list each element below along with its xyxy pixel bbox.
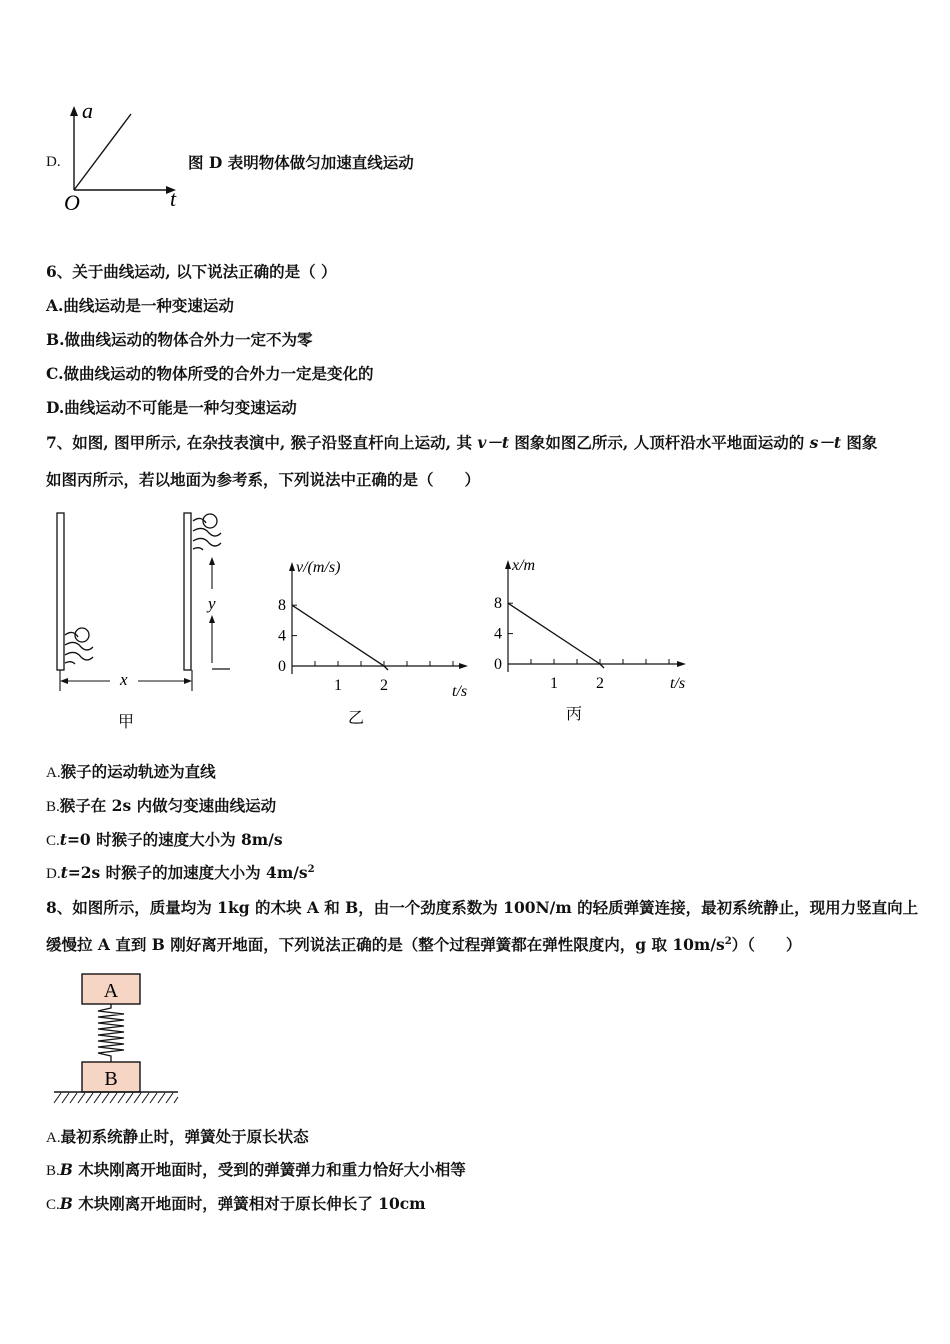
- q7-option-c-var: t: [59, 830, 67, 849]
- q8-stem-sup: 2: [724, 935, 732, 947]
- bing-x-tick-label: 1: [550, 675, 558, 692]
- q7-option-a-text: 猴子的运动轨迹为直线: [60, 762, 216, 781]
- q8-stem-line2: [46, 933, 801, 955]
- q7-option-b: [46, 794, 276, 816]
- q7-option-d-letter: D.: [46, 866, 61, 882]
- q5-origin: O: [64, 190, 80, 215]
- q6-option-a: A.曲线运动是一种变速运动: [46, 296, 234, 315]
- yi-series-line: [292, 605, 384, 666]
- q8-option-a-letter: A.: [46, 1130, 61, 1146]
- yi-y-tick-label: 0: [278, 658, 286, 675]
- q7-stem-line1: [46, 431, 877, 453]
- yi-y-tick-label: 8: [278, 597, 286, 615]
- bing-y-tick-label: 0: [494, 656, 502, 673]
- q7-stem-vt: v－t: [477, 433, 510, 452]
- q7-option-a: [46, 760, 216, 782]
- q7-fig-yi-chart: [272, 550, 492, 730]
- q8-option-a: [46, 1125, 309, 1147]
- bing-y-tick-label: 8: [494, 595, 502, 613]
- jia-caption: 甲: [118, 714, 135, 731]
- bing-y-arrow: [505, 560, 511, 569]
- ground-hatch: [54, 1093, 178, 1103]
- q7-option-a-letter: A.: [46, 765, 61, 781]
- q8-option-b-text: 木块刚离开地面时，受到的弹簧弹力和重力恰好大小相等: [72, 1160, 466, 1179]
- jia-label-y: y: [208, 594, 216, 613]
- yi-y-tick-label: 4: [278, 627, 286, 645]
- left-pole: [57, 513, 64, 670]
- q7-fig-jia: [50, 505, 250, 735]
- q7-fig-bing-chart: [488, 548, 708, 728]
- q5-axis-x: t: [170, 186, 177, 211]
- yi-xlabel: t/s: [452, 683, 468, 700]
- q6-option-b: B.做曲线运动的物体合外力一定不为零: [46, 330, 313, 349]
- q7-stem-part-c: 图象: [841, 433, 878, 452]
- bing-x-tick-label: 2: [596, 675, 604, 692]
- bing-ylabel: x/m: [512, 557, 536, 574]
- q8-option-c-var: B: [59, 1194, 73, 1213]
- q7-option-c: [46, 828, 283, 850]
- q7-option-d-sup: 2: [307, 863, 315, 875]
- bing-series-line: [508, 603, 600, 664]
- bing-caption: 丙: [566, 706, 583, 723]
- q8-stem-line1: 8、如图所示，质量均为 1kg 的木块 A 和 B，由一个劲度系数为 100N/m 的轻质弹簧连接，最初系统静止，现用力竖直向上: [46, 898, 919, 917]
- block-a-label: A: [103, 980, 119, 1002]
- q8-option-b: [46, 1158, 466, 1180]
- bing-xlabel: t/s: [670, 675, 686, 692]
- q5-option-d-text: 图 D 表明物体做匀加速直线运动: [188, 153, 414, 172]
- yi-x-tick-label: 1: [334, 677, 342, 694]
- q7-option-d-text: =2s 时猴子的加速度大小为 4m/s: [67, 863, 308, 882]
- q5-a-t-graph: [60, 96, 190, 216]
- q5-option-d-label: D.: [46, 154, 61, 170]
- q8-option-c-text: 木块刚离开地面时，弹簧相对于原长伸长了 10cm: [72, 1194, 426, 1213]
- jia-label-x: x: [120, 670, 128, 689]
- q6-stem: 6、关于曲线运动, 以下说法正确的是（ ）: [46, 262, 337, 281]
- q7-option-d: [46, 861, 315, 883]
- spring: [98, 1004, 124, 1062]
- q7-option-c-text: =0 时猴子的速度大小为 8m/s: [66, 830, 283, 849]
- q7-option-b-letter: B.: [46, 799, 60, 815]
- q8-option-b-var: B: [59, 1160, 73, 1179]
- q5-option-d: [46, 152, 61, 171]
- right-pole: [184, 513, 191, 670]
- q6-option-d: D.曲线运动不可能是一种匀变速运动: [46, 398, 297, 417]
- q5-axis-y: a: [82, 98, 93, 123]
- q8-option-a-text: 最初系统静止时，弹簧处于原长状态: [60, 1127, 309, 1146]
- q7-stem-line2: 如图丙所示，若以地面为参考系，下列说法中正确的是（ ）: [46, 470, 481, 489]
- yi-x-tick-label: 2: [380, 677, 388, 694]
- bing-y-tick-label: 4: [494, 625, 502, 643]
- q7-stem-part-a: 7、如图, 图甲所示, 在杂技表演中, 猴子沿竖直杆向上运动, 其: [46, 433, 478, 452]
- monkey-bottom-icon: [65, 628, 93, 664]
- q7-stem-part-b: 图象如图乙所示, 人顶杆沿水平地面运动的: [509, 433, 810, 452]
- q7-option-d-var: t: [60, 863, 68, 882]
- block-b-label: B: [104, 1068, 118, 1090]
- bing-x-arrow: [677, 661, 686, 667]
- q7-stem-st: s－t: [809, 433, 842, 452]
- yi-x-arrow: [459, 663, 468, 669]
- q7-option-c-letter: C.: [46, 833, 60, 849]
- yi-caption: 乙: [348, 710, 365, 727]
- q8-stem-line2-a: 缓慢拉 A 直到 B 刚好离开地面，下列说法正确的是（整个过程弹簧都在弹性限度内，g 取 10m/s: [46, 935, 725, 954]
- yi-ylabel: v/(m/s): [296, 559, 341, 576]
- q8-option-c-letter: C.: [46, 1197, 60, 1213]
- q6-option-c: C.做曲线运动的物体所受的合外力一定是变化的: [46, 364, 374, 383]
- monkey-top-icon: [193, 514, 221, 550]
- q8-stem-line2-b: ）（ ）: [731, 935, 802, 954]
- yi-y-arrow: [289, 562, 295, 571]
- q8-option-b-letter: B.: [46, 1163, 60, 1179]
- q8-option-c: [46, 1192, 426, 1214]
- q8-spring-blocks: [50, 968, 190, 1110]
- q7-option-b-text: 猴子在 2s 内做匀变速曲线运动: [59, 796, 277, 815]
